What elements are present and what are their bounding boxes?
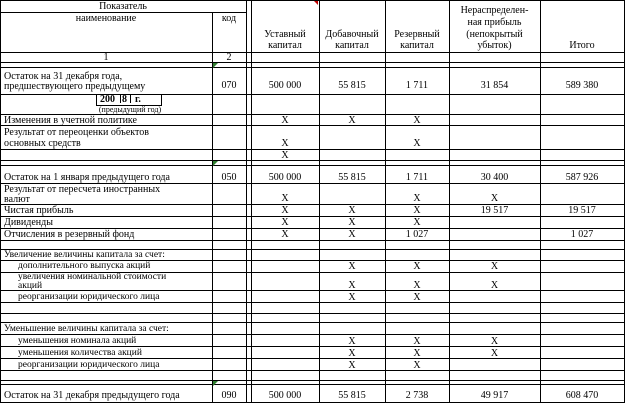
cell-marker (314, 1, 318, 5)
row-090-additional: 55 815 (338, 390, 366, 401)
row-decrease-a-label: уменьшения номинала акций (18, 336, 137, 346)
grid-line (0, 240, 625, 241)
row-070-retained: 31 854 (480, 80, 509, 91)
row-increase-title: Увеличение величины капитала за счет: (4, 250, 165, 260)
header-additional-line2: капитал (335, 40, 369, 51)
row-070-label-line1: Остаток на 31 декабря года, (4, 71, 123, 82)
row-070-reserve: 1 711 (405, 80, 429, 91)
row-decrease-c-reserve: X (413, 360, 421, 371)
row-050-code: 050 (221, 172, 237, 183)
row-reserve-additional: X (348, 229, 356, 240)
header-additional-line1: Добавочный (325, 29, 379, 40)
header-charter-line2: капитал (268, 40, 302, 51)
grid-line (0, 165, 625, 166)
row-reserve-reserve: 1 027 (405, 229, 429, 240)
row-050-retained: 30 400 (480, 172, 509, 183)
row-090-total: 608 470 (565, 390, 599, 401)
row-increase-b-label-line1: увеличения номинальной стоимости (18, 272, 167, 282)
row-profit-reserve: X (413, 205, 421, 216)
header-total: Итого (569, 40, 595, 51)
cell-marker (213, 381, 218, 386)
row-increase-a-label: дополнительного выпуска акций (18, 261, 151, 271)
row-decrease-a-additional: X (348, 336, 356, 347)
row-policy-label: Изменения в учетной политике (4, 115, 137, 126)
row-increase-a-retained: X (490, 261, 499, 272)
row-reserve-charter: X (281, 229, 289, 240)
grid-line (212, 12, 213, 403)
row-fx-label-line2: валют (4, 194, 30, 205)
grid-line (0, 67, 625, 68)
year-prefix: 200 (100, 94, 115, 105)
row-050-reserve: 1 711 (405, 172, 429, 183)
row-050-charter: 500 000 (268, 172, 302, 183)
row-increase-a-additional: X (348, 261, 356, 272)
row-increase-b-additional: X (348, 280, 356, 291)
grid-line (0, 384, 625, 385)
header-name: наименование (75, 13, 137, 24)
grid-line (0, 322, 625, 323)
row-increase-b-retained: X (490, 280, 499, 291)
grid-line (0, 313, 625, 314)
header-code: код (221, 13, 237, 24)
row-090-label: Остаток на 31 декабря предыдущего года (4, 390, 180, 401)
row-070-additional: 55 815 (338, 80, 366, 91)
grid-line (0, 94, 625, 95)
row-increase-b-label-line2: акций (18, 281, 43, 291)
row-090-charter: 500 000 (268, 390, 302, 401)
row-090-reserve: 2 738 (405, 390, 429, 401)
cell-marker (213, 161, 218, 166)
header-reserve-line2: капитал (400, 40, 434, 51)
row-070-label-line2: предшествующего предыдущему (4, 81, 146, 92)
grid-line (246, 0, 247, 403)
row-050-total: 587 926 (565, 172, 599, 183)
row-reval-label-line1: Результат от переоценки объектов (4, 127, 149, 138)
header-retained-line1: Нераспределен- (460, 5, 529, 16)
row-fx-reserve: X (413, 193, 421, 204)
row-policy-charter: X (281, 115, 289, 126)
row-reserve-total: 1 027 (570, 229, 594, 240)
row-dividends-additional: X (348, 217, 356, 228)
year-suffix: г. (135, 94, 141, 105)
row-dividends-reserve: X (413, 217, 421, 228)
header-retained-line2: ная прибыль (467, 17, 522, 28)
grid-line (540, 0, 541, 403)
row-decrease-a-reserve: X (413, 336, 421, 347)
header-charter-line1: Уставный (264, 29, 306, 40)
row-profit-charter: X (281, 205, 289, 216)
header-reserve-line1: Резервный (394, 29, 440, 40)
header-retained-line3: (непокрытый (466, 29, 523, 40)
cell-marker (213, 63, 218, 68)
row-050-additional: 55 815 (338, 172, 366, 183)
row-070-charter: 500 000 (268, 80, 302, 91)
row-decrease-title: Уменьшение величины капитала за счет: (4, 324, 169, 334)
row-070-total: 589 380 (565, 80, 599, 91)
row-dividends-charter: X (281, 217, 289, 228)
row-fx-label-line1: Результат от пересчета иностранных (4, 184, 161, 195)
row-reval-charter: X (281, 138, 289, 149)
header-retained-line4: убыток) (477, 40, 512, 51)
row-profit-retained: 19 517 (480, 205, 509, 216)
row-increase-a-reserve: X (413, 261, 421, 272)
row-reserve-label: Отчисления в резервный фонд (4, 229, 135, 240)
row-increase-c-additional: X (348, 292, 356, 303)
grid-line (0, 380, 625, 381)
row-policy-reserve: X (413, 115, 421, 126)
year-note: (предыдущий год) (98, 105, 162, 114)
year-digit: 8 (122, 94, 127, 105)
row-decrease-b-retained: X (490, 348, 499, 359)
row-reval-charter-2: X (281, 150, 289, 161)
row-dividends-label: Дивиденды (4, 217, 53, 228)
row-decrease-c-label: реорганизации юридического лица (18, 360, 160, 370)
row-070-code: 070 (221, 80, 237, 91)
row-increase-c-reserve: X (413, 292, 421, 303)
row-decrease-b-reserve: X (413, 348, 421, 359)
header-num-1: 1 (103, 52, 109, 63)
header-indicator: Показатель (99, 1, 147, 12)
row-decrease-c-additional: X (348, 360, 356, 371)
row-fx-charter: X (281, 193, 289, 204)
row-profit-additional: X (348, 205, 356, 216)
header-num-2: 2 (226, 52, 232, 63)
row-policy-additional: X (348, 115, 356, 126)
row-increase-b-reserve: X (413, 280, 421, 291)
row-090-code: 090 (221, 390, 237, 401)
row-reval-label-line2: основных средств (4, 138, 81, 149)
row-profit-total: 19 517 (568, 205, 596, 216)
row-decrease-b-additional: X (348, 348, 356, 359)
row-reval-reserve: X (413, 138, 421, 149)
row-090-retained: 49 917 (480, 390, 509, 401)
row-decrease-a-retained: X (490, 336, 499, 347)
row-increase-c-label: реорганизации юридического лица (18, 292, 160, 302)
row-050-label: Остаток на 1 января предыдущего года (4, 172, 170, 183)
row-decrease-b-label: уменьшения количества акций (18, 348, 142, 358)
row-fx-retained: X (490, 193, 499, 204)
row-profit-label: Чистая прибыль (4, 205, 74, 216)
